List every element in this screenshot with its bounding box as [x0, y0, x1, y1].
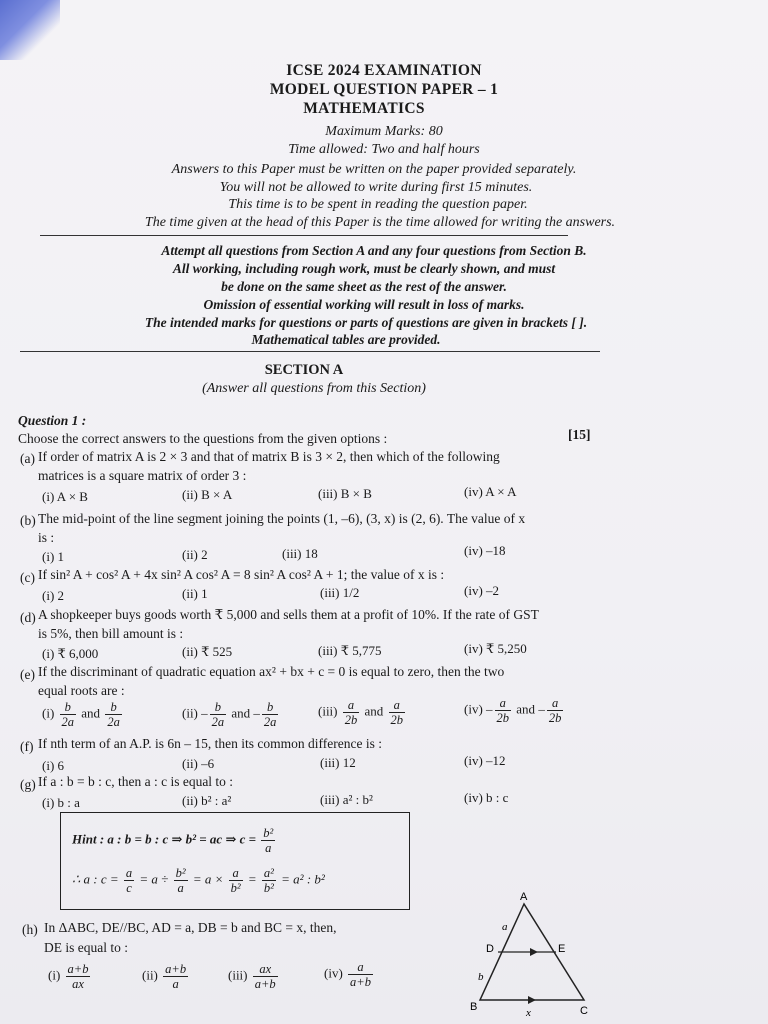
qa-option-1: (i) A × B: [42, 489, 88, 504]
hint-times: = a ×: [192, 871, 224, 887]
numerator: b: [105, 700, 122, 715]
fraction: [66, 962, 91, 991]
question-label: Question 1 :: [18, 413, 87, 428]
arrow-de-icon: [530, 948, 538, 956]
qa-option-3: (iii) B × B: [318, 486, 372, 501]
minus-sign: –: [253, 705, 260, 721]
denominator: b²: [263, 881, 274, 895]
side-a-label: a: [502, 921, 508, 933]
qd-line2: is 5%, then bill amount is :: [38, 626, 184, 641]
qb-label: (b): [20, 513, 36, 528]
qg-option-3: (iii) a² : b²: [320, 792, 373, 807]
qe-line2: equal roots are :: [38, 683, 125, 698]
qe-option-1-label: (i): [42, 705, 55, 721]
and-text: and: [516, 701, 536, 717]
numerator: a+b: [67, 962, 89, 976]
qg-option-4: (iv) b : c: [464, 790, 509, 805]
qg-option-1: (i) b : a: [42, 795, 80, 810]
fraction: [253, 962, 278, 991]
hint-therefore: ∴ a : c =: [72, 871, 119, 887]
fraction: [229, 866, 243, 895]
section-subtitle: (Answer all questions from this Section): [202, 381, 426, 396]
and-text: and: [81, 705, 101, 721]
denominator: a: [177, 881, 184, 895]
fraction: [348, 960, 373, 989]
bold-instruction-4: Omission of essential working will result in loss of marks.: [203, 297, 525, 312]
qh-option-3-label: (iii): [228, 967, 248, 983]
qf-option-1: (i) 6: [42, 758, 65, 773]
denominator: 2a: [61, 715, 75, 729]
hint-divide: = a ÷: [139, 871, 169, 887]
hint-equals: =: [247, 871, 257, 887]
qa-option-2: (ii) B × A: [182, 487, 233, 502]
fraction: [262, 866, 276, 895]
numerator: a+b: [165, 962, 187, 976]
fraction: [163, 962, 188, 991]
vertex-a-label: A: [520, 891, 528, 903]
bold-instruction-3: be done on the same sheet as the rest of the answer.: [221, 279, 507, 294]
minus-sign: –: [486, 701, 493, 717]
qh-option-1: [48, 962, 92, 991]
bold-instruction-1: Attempt all questions from Section A and any four questions from Section B.: [161, 243, 587, 258]
qb-line2: is :: [38, 530, 55, 545]
instruction-4: The time given at the head of this Paper is the time allowed for writing the answers.: [144, 215, 616, 230]
fraction: [547, 696, 564, 725]
qb-option-4: (iv) –18: [464, 543, 506, 558]
minus-sign: –: [201, 705, 208, 721]
denominator: 2b: [496, 711, 510, 725]
qh-option-3: [228, 962, 280, 991]
fraction: [261, 826, 275, 855]
side-b-label: b: [478, 971, 484, 983]
vertex-b-label: B: [470, 1001, 478, 1013]
numerator: a: [547, 696, 564, 711]
denominator: a: [265, 841, 272, 855]
denominator: ax: [72, 977, 84, 991]
qb-option-2: (ii) 2: [182, 547, 208, 562]
bold-instruction-5: The intended marks for questions or parts of questions are given in brackets [ ].: [144, 315, 588, 330]
paper-title: MODEL QUESTION PAPER – 1: [269, 81, 499, 98]
qd-label: (d): [20, 610, 36, 625]
qh-line1: In ΔABC, DE//BC, AD = a, DB = b and BC = x, then,: [44, 920, 337, 935]
vertex-c-label: C: [580, 1005, 588, 1017]
fraction: [495, 696, 512, 725]
numerator: a: [348, 960, 373, 975]
triangle-diagram: [460, 890, 600, 1020]
minus-sign: –: [538, 701, 545, 717]
qb-option-3: (iii) 18: [282, 546, 318, 561]
divider-1: [40, 235, 568, 236]
denominator: 2a: [107, 715, 120, 729]
qf-option-2: (ii) –6: [182, 756, 215, 771]
qd-option-4: (iv) ₹ 5,250: [464, 641, 527, 656]
qa-line2: matrices is a square matrix of order 3 :: [38, 468, 247, 483]
denominator: 2b: [548, 711, 562, 725]
numerator: a: [229, 866, 243, 881]
qh-option-2: [142, 962, 190, 991]
qf-line1: If nth term of an A.P. is 6n – 15, then its common difference is :: [38, 736, 382, 751]
numerator: a: [495, 696, 512, 711]
side-x-label: x: [526, 1007, 531, 1019]
qh-line2: DE is equal to :: [44, 940, 128, 955]
qg-option-2: (ii) b² : a²: [182, 793, 232, 808]
qb-option-1: (i) 1: [42, 549, 65, 564]
exam-title: ICSE 2024 EXAMINATION: [286, 62, 482, 79]
numerator: a²: [263, 866, 274, 880]
qc-option-2: (ii) 1: [182, 586, 208, 601]
and-text: and: [364, 703, 384, 719]
qd-line1: A shopkeeper buys goods worth ₹ 5,000 and sells them at a profit of 10%. If the rate of GST: [38, 607, 539, 622]
qh-option-1-label: (i): [48, 967, 61, 983]
fraction: [60, 700, 77, 729]
qe-option-4-label: (iv): [464, 701, 483, 717]
qf-option-4: (iv) –12: [464, 753, 506, 768]
instruction-3: This time is to be spent in reading the question paper.: [228, 197, 528, 212]
time-allowed: Time allowed: Two and half hours: [288, 142, 480, 157]
qe-option-4: [464, 696, 565, 725]
qh-option-4-label: (iv): [324, 965, 343, 981]
and-text: and: [231, 705, 251, 721]
denominator: c: [126, 881, 132, 895]
qa-label: (a): [20, 451, 35, 466]
hint-lead: Hint : a : b = b : c ⇒ b² = ac ⇒ c =: [72, 831, 257, 847]
qf-option-3: (iii) 12: [320, 755, 356, 770]
fraction: [174, 866, 188, 895]
qa-option-4: (iv) A × A: [464, 484, 517, 499]
qc-option-1: (i) 2: [42, 588, 65, 603]
numerator: a: [125, 866, 133, 880]
denominator: a: [172, 977, 179, 991]
numerator: ax: [253, 962, 278, 977]
numerator: a: [389, 698, 406, 713]
qb-line1: The mid-point of the line segment joining the points (1, –6), (3, x) is (2, 6). The value of x: [38, 511, 526, 526]
vertex-d-label: D: [486, 943, 494, 955]
qh-label: (h): [22, 922, 38, 937]
numerator: b: [60, 700, 77, 715]
denominator: 2b: [344, 713, 358, 727]
question-intro: Choose the correct answers to the questions from the given options :: [18, 431, 388, 446]
fraction: [210, 700, 227, 729]
qc-label: (c): [20, 570, 35, 585]
denominator: 2a: [263, 715, 277, 729]
qa-line1: If order of matrix A is 2 × 3 and that of matrix B is 3 × 2, then which of the following: [38, 449, 500, 464]
instruction-1: Answers to this Paper must be written on the paper provided separately.: [171, 162, 577, 177]
qh-option-2-label: (ii): [142, 967, 158, 983]
qf-label: (f): [20, 739, 34, 754]
denominator: 2a: [211, 715, 225, 729]
denominator: a+b: [254, 977, 276, 991]
question-marks: [15]: [568, 427, 591, 442]
qc-line1: If sin² A + cos² A + 4x sin² A cos² A = 8 sin² A cos² A + 1; the value of x is :: [38, 567, 445, 582]
qe-label: (e): [20, 667, 35, 682]
qe-option-1: [42, 700, 124, 729]
denominator: 2b: [390, 713, 404, 727]
qg-line1: If a : b = b : c, then a : c is equal to :: [38, 774, 234, 789]
numerator: a: [343, 698, 360, 713]
numerator: b: [210, 700, 227, 715]
numerator: b²: [175, 866, 186, 880]
qh-option-4: [324, 960, 375, 989]
qe-option-3: [318, 698, 407, 727]
numerator: b²: [263, 826, 274, 840]
qe-option-3-label: (iii): [318, 703, 338, 719]
qd-option-2: (ii) ₹ 525: [182, 644, 233, 659]
qe-option-2-label: (ii): [182, 705, 198, 721]
fraction: [343, 698, 360, 727]
qc-option-3: (iii) 1/2: [320, 585, 360, 600]
page-corner: [0, 0, 60, 60]
section-title: SECTION A: [264, 362, 344, 378]
qe-line1: If the discriminant of quadratic equation ax² + bx + c = 0 is equal to zero, then the two: [38, 664, 505, 679]
bold-instruction-2: All working, including rough work, must be clearly shown, and must: [172, 261, 556, 276]
fraction: [105, 700, 122, 729]
numerator: b: [262, 700, 279, 715]
fraction: [262, 700, 279, 729]
max-marks: Maximum Marks: 80: [325, 124, 443, 139]
divider-2: [20, 351, 600, 352]
qe-option-2: [182, 700, 280, 729]
hint-line-1: [72, 826, 277, 855]
arrow-bc-icon: [528, 996, 536, 1004]
denominator: a+b: [350, 975, 371, 989]
bold-instruction-6: Mathematical tables are provided.: [251, 332, 441, 347]
hint-line-2: [72, 866, 325, 895]
subject-title: MATHEMATICS: [303, 100, 425, 117]
qc-option-4: (iv) –2: [464, 583, 500, 598]
qg-label: (g): [20, 777, 36, 792]
instruction-2: You will not be allowed to write during first 15 minutes.: [219, 180, 533, 195]
denominator: b²: [230, 881, 241, 895]
hint-result: = a² : b²: [281, 871, 325, 887]
fraction: [124, 866, 134, 895]
qd-option-3: (iii) ₹ 5,775: [318, 643, 382, 658]
vertex-e-label: E: [558, 943, 566, 955]
qd-option-1: (i) ₹ 6,000: [42, 646, 99, 661]
fraction: [389, 698, 406, 727]
